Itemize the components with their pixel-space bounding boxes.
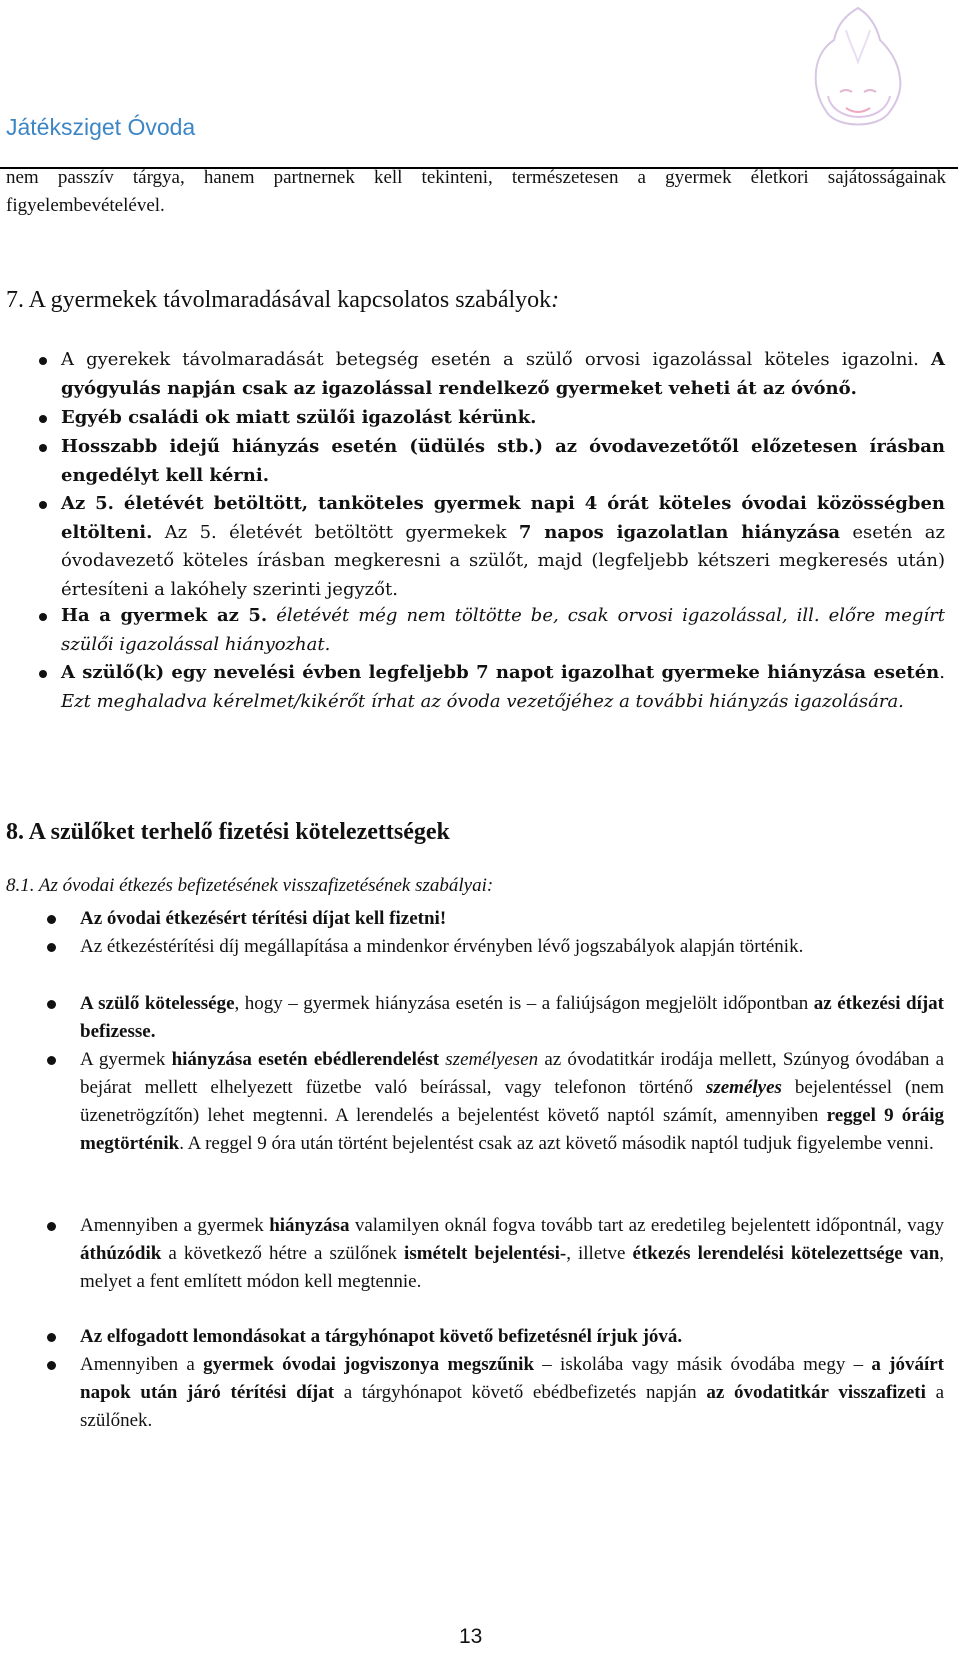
list-item-text: Az étkezéstérítési díj megállapítása a mindenkor érvényben lévő jogszabályok alapján történik. — [80, 936, 804, 957]
list-item — [61, 346, 945, 403]
child-face-logo — [788, 0, 928, 140]
section-8-1-subheading: 8.1. Az óvodai étkezés befizetésének visszafizetésének szabályai: — [6, 875, 494, 896]
intro-paragraph: nem passzív tárgya, hanem partnernek kell tekinteni, természetesen a gyermek életkori sajátosságainak figyelembevételével. — [6, 167, 946, 216]
list-item-text: a tárgyhónapot követő ebédbefizetés napján — [343, 1382, 697, 1403]
list-item-text: életévét még nem töltötte be, csak orvosi igazolással, ill. előre megírt szülői igazolással hiányozhat. — [61, 605, 945, 655]
page-number: 13 — [459, 1625, 483, 1648]
list-item — [80, 1351, 944, 1435]
bullet-icon — [47, 943, 56, 952]
list-item-text: Az 5. életévét betöltött, tanköteles gyermek napi 4 órát köteles óvodai közösségben eltölteni. — [61, 493, 945, 543]
section-7-heading-text: 7. A gyermekek távolmaradásával kapcsolatos szabályok — [6, 287, 552, 313]
bullet-icon — [39, 501, 47, 509]
list-item — [80, 990, 944, 1046]
list-item-text: . A reggel 9 óra után történt bejelentést csak az azt követő második naptól tudjuk figyelembe venni. — [179, 1133, 934, 1154]
bullet-icon — [39, 415, 47, 423]
list-item — [80, 1046, 944, 1158]
list-item-text: . — [939, 662, 945, 683]
list-item-text: gyermek óvodai jogviszonya megszűnik — [203, 1354, 535, 1375]
list-item-text: az étkezési díjat befizesse. — [80, 993, 945, 1042]
list-item-text: Egyéb családi ok miatt szülői igazolást kérünk. — [61, 407, 537, 428]
list-item-text: Ha a gyermek az 5. — [61, 605, 268, 626]
list-item-text: Az elfogadott lemondásokat a tárgyhónapot követő befizetésnél írjuk jóvá. — [80, 1326, 683, 1347]
list-item-text: áthúzódik — [80, 1243, 162, 1264]
list-item — [61, 433, 945, 490]
bullet-icon — [39, 613, 47, 621]
list-item-text: A szülő(k) egy nevelési évben legfeljebb 7 napot igazolhat gyermeke hiányzása esetén — [61, 662, 940, 683]
list-item — [61, 490, 945, 604]
list-item — [61, 602, 945, 659]
bullet-icon — [47, 1333, 56, 1342]
list-item-text: A szülő kötelessége — [80, 993, 235, 1014]
list-item-text: , illetve — [566, 1243, 626, 1264]
list-item-text: Amennyiben a — [80, 1354, 195, 1375]
section-8-heading: 8. A szülőket terhelő fizetési kötelezettségek — [6, 819, 450, 845]
list-item-text: hiányzása esetén ebédlerendelést — [171, 1049, 440, 1070]
bullet-icon — [39, 444, 47, 452]
list-item — [61, 659, 945, 716]
bullet-icon — [39, 670, 47, 678]
list-item-text: A gyógyulás napján csak az igazolással rendelkező gyermeket veheti át az óvónő. — [61, 349, 945, 399]
list-item-text: a szülőnek. — [80, 1382, 945, 1431]
bullet-icon — [47, 915, 56, 924]
list-item-text: Az óvodai étkezésért térítési díjat kell fizetni! — [80, 908, 447, 929]
bullet-icon — [47, 1222, 56, 1231]
section-7-heading-colon: : — [551, 287, 560, 313]
bullet-icon — [47, 1361, 56, 1370]
list-item — [80, 1323, 944, 1351]
list-item-text: A gyerekek távolmaradását betegség esetén a szülő orvosi igazolással köteles igazolni. — [61, 349, 919, 370]
list-item-text: a következő hétre a szülőnek — [168, 1243, 397, 1264]
list-item-text: ismételt bejelentési- — [404, 1243, 567, 1264]
list-item-text: reggel 9 óráig megtörténik — [80, 1105, 945, 1154]
list-item — [80, 1212, 944, 1296]
list-item-text: személyes — [705, 1077, 782, 1098]
list-item-text: az óvodatitkár visszafizeti — [706, 1382, 926, 1403]
list-item-text: Az 5. életévét betöltött gyermekek — [164, 521, 507, 543]
list-item-text: személyesen — [445, 1049, 539, 1070]
bullet-icon — [47, 1056, 56, 1065]
list-item-text: – iskolába vagy másik óvodába megy – — [542, 1354, 864, 1375]
list-item-text: , hogy – gyermek hiányzása esetén is – a faliújságon megjelölt időpontban — [234, 993, 809, 1014]
list-item-text: a jóváírt napok után járó térítési díjat — [80, 1354, 944, 1403]
bullet-icon — [47, 1000, 56, 1009]
list-item-text: Ezt meghaladva kérelmet/kikérőt írhat az óvoda vezetőjéhez a további hiányzás igazolására. — [61, 690, 904, 712]
list-item-text: Hosszabb idejű hiányzás esetén (üdülés stb.) az óvodavezetőtől előzetesen írásban engedélyt kell kérni. — [61, 436, 945, 486]
list-item — [80, 905, 944, 933]
list-item-text: bejelentéssel (nem üzenetrögzítőn) lehet megtenni. A lerendelés a bejelentést követő naptól számít, amennyiben — [80, 1077, 944, 1126]
list-item-text: étkezés lerendelési kötelezettsége van — [632, 1243, 940, 1264]
bullet-icon — [39, 357, 47, 365]
list-item-text: , melyet a fent említett módon kell megtennie. — [80, 1243, 945, 1292]
list-item-text: A gyermek — [80, 1049, 166, 1070]
list-item-text: az óvodatitkár irodája mellett, Szúnyog óvodában a bejárat mellett elhelyezett füzetbe való beírással, vagy telefonon történő — [80, 1049, 945, 1098]
list-item — [61, 404, 945, 433]
list-item — [80, 933, 944, 961]
list-item-text: Amennyiben a gyermek — [80, 1215, 264, 1236]
list-item-text: hiányzása — [269, 1215, 350, 1236]
section-7-heading — [6, 285, 946, 315]
header-title: Játéksziget Óvoda — [6, 114, 196, 140]
list-item-text: esetén az óvodavezető köteles írásban megkeresni a szülőt, majd (legfeljebb kétszeri megkeresés után) értesíteni a lakóhely szerinti jegyzőt. — [61, 521, 945, 600]
list-item-text: 7 napos igazolatlan hiányzása — [518, 521, 841, 543]
list-item-text: valamilyen oknál fogva tovább tart az eredetileg bejelentett időpontnál, vagy — [354, 1215, 945, 1236]
